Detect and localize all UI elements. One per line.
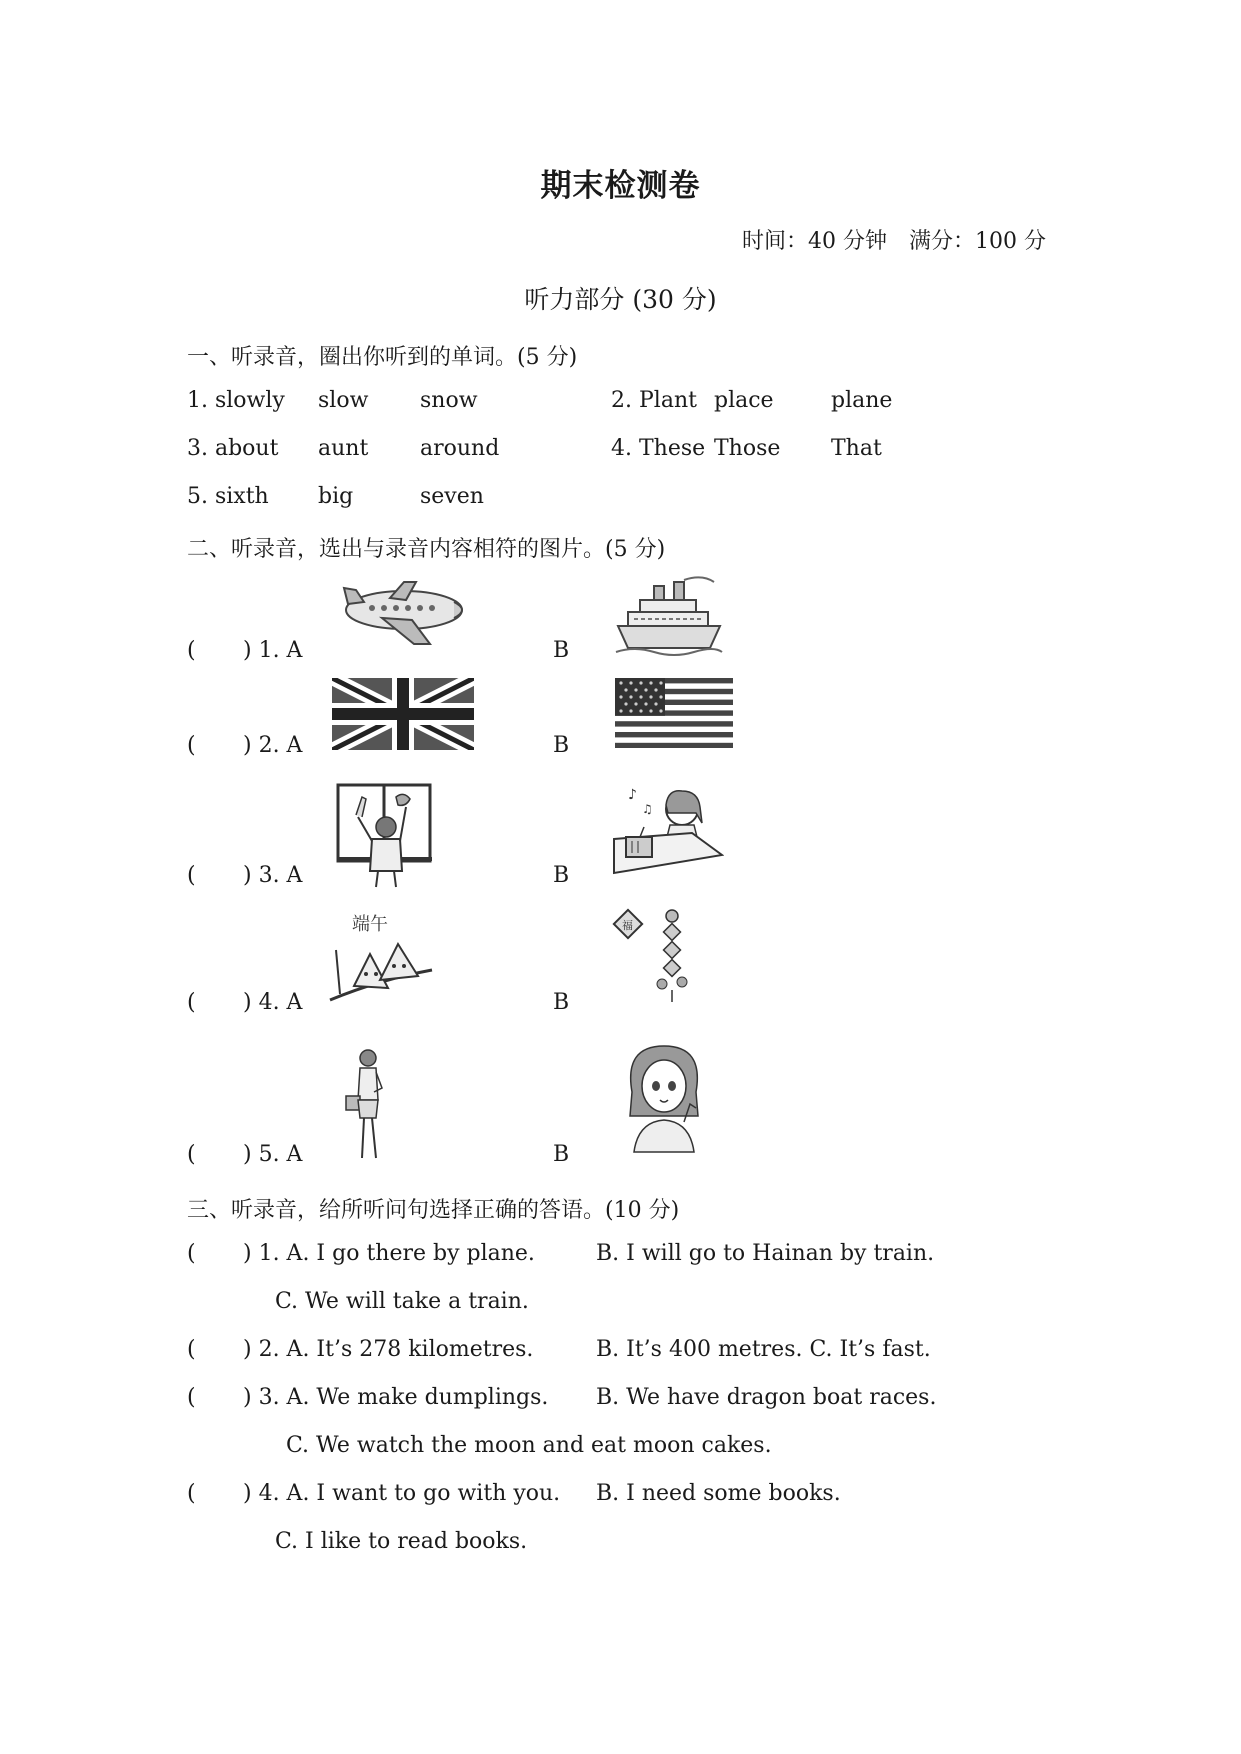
- option-c: C. We watch the moon and eat moon cakes.: [286, 1433, 772, 1458]
- svg-text:福: 福: [622, 919, 633, 932]
- option-a: ) 4. A. I want to go with you.: [243, 1481, 561, 1506]
- us-flag-icon[interactable]: [615, 678, 733, 748]
- option-b-label: B: [553, 863, 570, 888]
- word-5-1[interactable]: 5. sixth: [187, 484, 269, 509]
- svg-text:♪: ♪: [628, 787, 637, 803]
- option-b-label: B: [553, 638, 570, 663]
- word-1-1[interactable]: 1. slowly: [187, 388, 285, 413]
- word-4-2[interactable]: Those: [714, 436, 781, 461]
- girl-portrait-icon[interactable]: [618, 1042, 710, 1154]
- page-title: 期末检测卷: [540, 168, 701, 204]
- word-1-3[interactable]: snow: [420, 388, 478, 413]
- dragon-boat-festival-zongzi-icon[interactable]: [328, 910, 434, 1006]
- answer-paren[interactable]: (: [187, 1142, 196, 1167]
- part2-heading: 二、听录音，选出与录音内容相符的图片。(5 分): [187, 537, 666, 562]
- question-label: ) 3. A: [243, 863, 303, 888]
- word-2-1[interactable]: 2. Plant: [611, 388, 697, 413]
- option-a: ) 1. A. I go there by plane.: [243, 1241, 535, 1266]
- option-b-label: B: [553, 733, 570, 758]
- word-1-2[interactable]: slow: [318, 388, 369, 413]
- option-b-label: B: [553, 990, 570, 1015]
- exam-meta: 时间：40 分钟 满分：100 分: [742, 229, 1046, 254]
- word-3-2[interactable]: aunt: [318, 436, 369, 461]
- part3-heading: 三、听录音，给所听问句选择正确的答语。(10 分): [187, 1198, 680, 1223]
- answer-paren[interactable]: (: [187, 1241, 196, 1266]
- word-5-2[interactable]: big: [318, 484, 354, 509]
- word-3-1[interactable]: 3. about: [187, 436, 279, 461]
- option-b: B. I will go to Hainan by train.: [596, 1241, 935, 1266]
- option-b-c: B. It’s 400 metres. C. It’s fast.: [596, 1337, 931, 1362]
- word-2-2[interactable]: place: [714, 388, 774, 413]
- answer-paren[interactable]: (: [187, 733, 196, 758]
- word-5-3[interactable]: seven: [420, 484, 484, 509]
- svg-text:♫: ♫: [642, 802, 653, 816]
- spring-festival-decoration-icon[interactable]: [612, 908, 708, 1004]
- option-c: C. I like to read books.: [275, 1529, 528, 1554]
- ship-icon[interactable]: [614, 576, 724, 656]
- question-label: ) 5. A: [243, 1142, 303, 1167]
- answer-paren[interactable]: (: [187, 1385, 196, 1410]
- answer-paren[interactable]: (: [187, 990, 196, 1015]
- option-c: C. We will take a train.: [275, 1289, 529, 1314]
- word-3-3[interactable]: around: [420, 436, 500, 461]
- answer-paren[interactable]: (: [187, 1337, 196, 1362]
- girl-cleaning-window-icon[interactable]: [336, 783, 436, 889]
- airplane-icon[interactable]: [342, 580, 472, 650]
- option-a: ) 2. A. It’s 278 kilometres.: [243, 1337, 534, 1362]
- word-2-3[interactable]: plane: [831, 388, 893, 413]
- question-label: ) 2. A: [243, 733, 303, 758]
- word-4-3[interactable]: That: [831, 436, 882, 461]
- option-b-label: B: [553, 1142, 570, 1167]
- option-b: B. We have dragon boat races.: [596, 1385, 937, 1410]
- section-heading: 听力部分 (30 分): [524, 285, 717, 314]
- zongzi-caption: 端午: [352, 914, 388, 935]
- tall-woman-icon[interactable]: [344, 1048, 394, 1162]
- girl-listening-radio-icon[interactable]: [612, 783, 724, 875]
- part1-heading: 一、听录音，圈出你听到的单词。(5 分): [187, 345, 578, 370]
- question-label: ) 4. A: [243, 990, 303, 1015]
- uk-flag-icon[interactable]: [332, 678, 474, 750]
- answer-paren[interactable]: (: [187, 638, 196, 663]
- answer-paren[interactable]: (: [187, 863, 196, 888]
- question-label: ) 1. A: [243, 638, 303, 663]
- answer-paren[interactable]: (: [187, 1481, 196, 1506]
- word-4-1[interactable]: 4. These: [611, 436, 706, 461]
- option-b: B. I need some books.: [596, 1481, 841, 1506]
- option-a: ) 3. A. We make dumplings.: [243, 1385, 549, 1410]
